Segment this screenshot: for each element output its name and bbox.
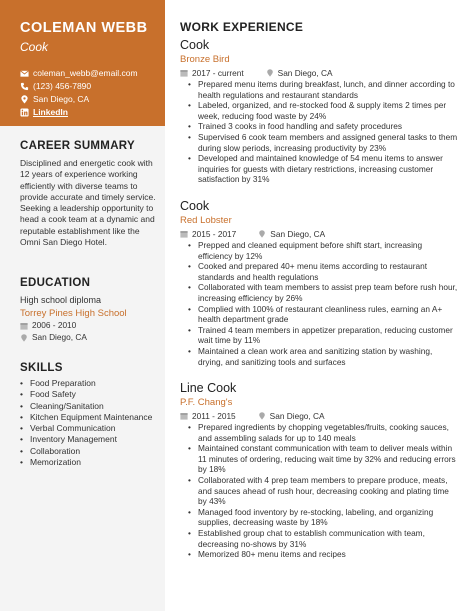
job-bullet: • Established group chat to establish communication with team, decreasing no-shows by 31% — [186, 528, 458, 549]
contact-linkedin[interactable] — [20, 106, 138, 119]
location-pin-icon — [266, 69, 274, 77]
education-degree: High school diploma — [20, 295, 102, 305]
phone-text: (123) 456-7890 — [33, 81, 92, 91]
job-bullet: • Trained 3 cooks in food handling and safety procedures — [186, 121, 458, 132]
job-bullet: • Managed food inventory by re-stocking, labeling, and organizing supplies, decreasing waste by 18% — [186, 507, 458, 528]
job-bullet: • Maintained constant communication with team to deliver meals within 11 minutes of ordering, reducing wait time by 32% and reducing errors by 18% — [186, 443, 458, 475]
job-location: San Diego, CA — [270, 229, 326, 239]
skill-item: • Cleaning/Sanitation — [20, 401, 160, 412]
job-bullets — [186, 240, 458, 367]
candidate-name: COLEMAN WEBB — [20, 20, 148, 36]
job-bullet: • Trained 4 team members in appetizer preparation, reducing customer wait time by 11% — [186, 325, 458, 346]
job-bullets — [186, 422, 458, 560]
job-bullet: • Prepared ingredients by chopping vegetables/fruits, cooking sauces, and assembling salads for up to 140 meals — [186, 422, 458, 443]
job-company: Bronze Bird — [180, 54, 230, 65]
job-title: Line Cook — [180, 381, 237, 395]
job-bullet: • Cooked and prepared 40+ menu items according to restaurant standards and health regulations — [186, 261, 458, 282]
location-pin-icon — [20, 95, 29, 104]
skill-item: • Food Safety — [20, 389, 160, 400]
experience-title: WORK EXPERIENCE — [180, 20, 304, 34]
calendar-icon — [180, 230, 188, 238]
skill-item: • Collaboration — [20, 446, 160, 457]
skill-item: • Food Preparation — [20, 378, 160, 389]
skills-title: SKILLS — [20, 362, 63, 374]
location-text: San Diego, CA — [33, 94, 90, 104]
skill-item: • Verbal Communication — [20, 423, 160, 434]
job-dates: 2017 - current — [192, 68, 244, 78]
skill-item: • Kitchen Equipment Maintenance — [20, 412, 160, 423]
location-pin-icon — [258, 412, 266, 420]
job-bullet: • Maintained a clean work area and sanitizing station by washing, drying, and sanitizing tools and surfaces — [186, 346, 458, 367]
job-dates: 2011 - 2015 — [192, 411, 236, 421]
education-title: EDUCATION — [20, 277, 91, 289]
contact-location — [20, 93, 138, 106]
calendar-icon — [180, 69, 188, 77]
education-meta — [20, 320, 160, 344]
skills-list — [20, 378, 160, 468]
calendar-icon — [20, 322, 28, 330]
calendar-icon — [180, 412, 188, 420]
contact-block — [20, 67, 138, 119]
job-title: Cook — [180, 38, 210, 52]
job-bullet: • Developed and maintained knowledge of 54 menu items to answer inquiries for guests with dietary restrictions, increasing customer satisfaction by 31% — [186, 153, 458, 185]
job-company: Red Lobster — [180, 215, 232, 226]
contact-email[interactable] — [20, 67, 138, 80]
email-text: coleman_webb@email.com — [33, 68, 138, 78]
education-location: San Diego, CA — [32, 332, 87, 343]
envelope-icon — [20, 69, 29, 78]
job-bullet: • Prepared menu items during breakfast, lunch, and dinner according to health regulations and restaurant standards — [186, 79, 458, 100]
header-banner — [0, 0, 165, 126]
location-pin-icon — [20, 334, 28, 342]
contact-phone[interactable] — [20, 80, 138, 93]
skill-item: • Memorization — [20, 457, 160, 468]
job-bullets — [186, 79, 458, 185]
education-dates: 2006 - 2010 — [32, 320, 77, 330]
job-title: Cook — [180, 199, 210, 213]
job-bullet: • Supervised 6 cook team members and assigned general tasks to them during slow periods, increasing productivity by 23% — [186, 132, 458, 153]
job-bullet: • Memorized 80+ menu items and recipes — [186, 549, 458, 560]
job-dates: 2015 - 2017 — [192, 229, 237, 239]
job-bullet: • Prepped and cleaned equipment before shift start, increasing efficiency by 12% — [186, 240, 458, 261]
education-school: Torrey Pines High School — [20, 308, 127, 319]
location-pin-icon — [258, 230, 266, 238]
skill-item: • Inventory Management — [20, 434, 160, 445]
job-bullet: • Complied with 100% of restaurant cleanliness rules, earning an A+ health department grade — [186, 304, 458, 325]
candidate-role: Cook — [20, 40, 49, 54]
job-location: San Diego, CA — [277, 68, 333, 78]
job-meta — [180, 68, 333, 78]
linkedin-icon — [20, 108, 29, 117]
job-meta — [180, 411, 325, 421]
phone-icon — [20, 82, 29, 91]
job-bullet: • Labeled, organized, and re-stocked food & supply items 2 times per week, reducing food waste by 24% — [186, 100, 458, 121]
education-dates-row — [20, 320, 160, 331]
job-bullet: • Collaborated with 4 prep team members to prepare produce, meats, and sauces ahead of rush hour, decreasing cooking and plating time by 43% — [186, 475, 458, 507]
summary-title: CAREER SUMMARY — [20, 140, 135, 152]
job-company: P.F. Chang's — [180, 397, 233, 408]
summary-text: Disciplined and energetic cook with 12 years of experience working efficiently with diverse teams to provide accurate and timely service. Seeking a leadership opportunity to head a cook team at a dynamic and reputable establishment like the Omni San Diego Hotel. — [20, 158, 156, 248]
education-location-row — [20, 332, 160, 343]
linkedin-link[interactable]: LinkedIn — [33, 107, 68, 117]
job-location: San Diego, CA — [269, 411, 325, 421]
job-meta — [180, 229, 325, 239]
job-bullet: • Collaborated with team members to assist prep team before rush hour, increasing efficiency by 26% — [186, 282, 458, 303]
